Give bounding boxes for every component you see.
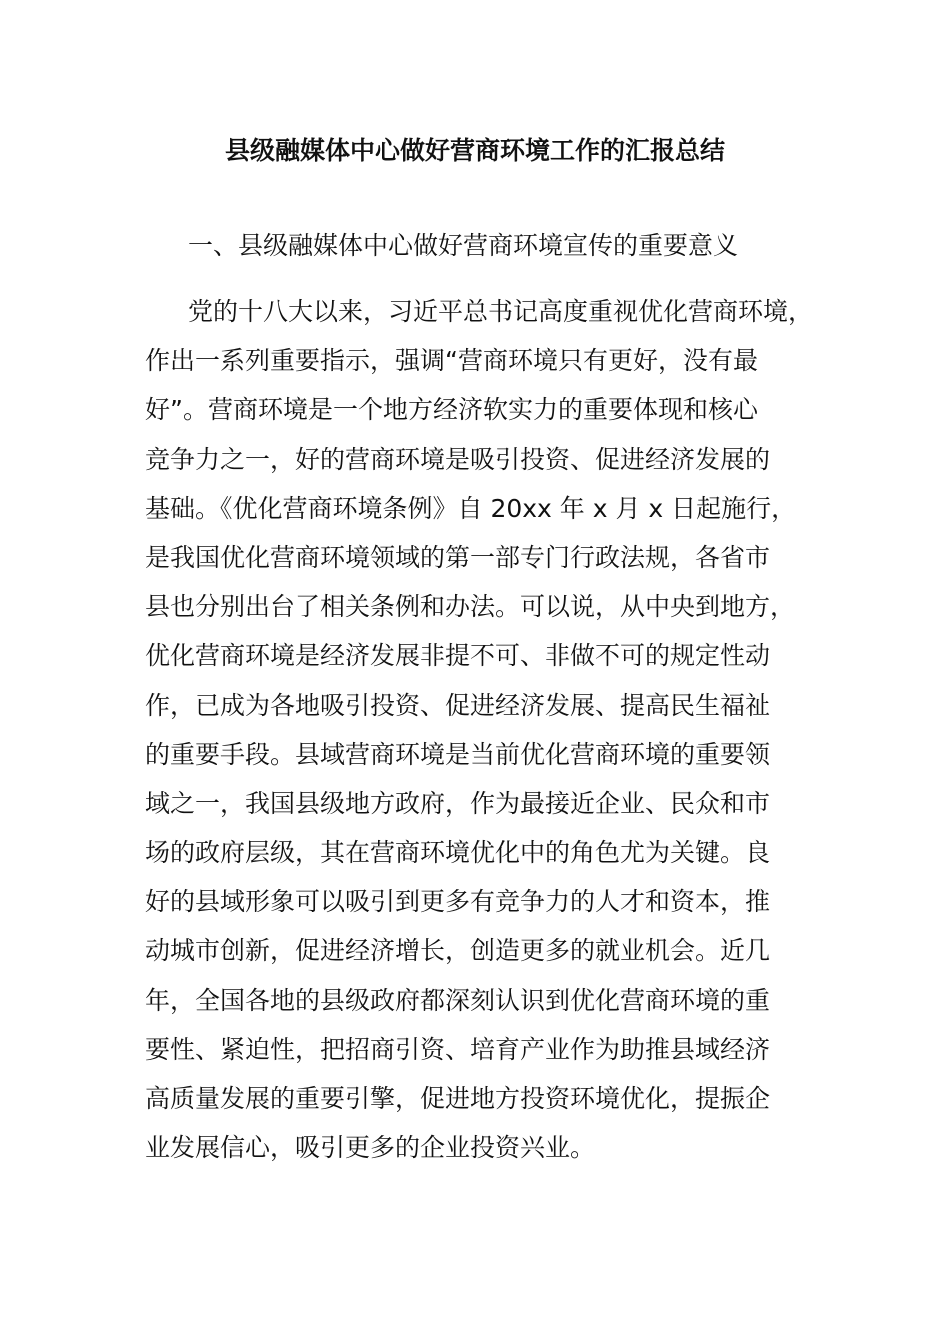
paragraph-line: 作，已成为各地吸引投资、促进经济发展、提高民生福祉	[145, 690, 771, 720]
paragraph-line: 是我国优化营商环境领域的第一部专门行政法规，各省市	[145, 542, 771, 572]
paragraph-line: 域之一，我国县级地方政府，作为最接近企业、民众和市	[145, 788, 771, 818]
paragraph-line: 竞争力之一，好的营商环境是吸引投资、促进经济发展的	[145, 444, 771, 474]
paragraph-line: 作出一系列重要指示，强调“营商环境只有更好，没有最	[145, 346, 758, 376]
paragraph-line: 动城市创新，促进经济增长，创造更多的就业机会。近几	[145, 936, 771, 966]
document-title: 县级融媒体中心做好营商环境工作的汇报总结	[224, 136, 725, 165]
paragraph-line: 基础。《优化营商环境条例》自 20xx 年 x 月 x 日起施行，	[145, 493, 797, 523]
paragraph-line: 优化营商环境是经济发展非提不可、非做不可的规定性动	[145, 641, 771, 671]
body-paragraph	[145, 294, 825, 1179]
paragraph-line: 好”。营商环境是一个地方经济软实力的重要体现和核心	[145, 395, 758, 425]
paragraph-line: 党的十八大以来，习近平总书记高度重视优化营商环境，	[188, 297, 814, 326]
paragraph-line: 好的县域形象可以吸引到更多有竞争力的人才和资本，推	[145, 887, 771, 917]
section-heading: 一、县级融媒体中心做好营商环境宣传的重要意义	[188, 231, 739, 260]
paragraph-line: 年，全国各地的县级政府都深刻认识到优化营商环境的重	[145, 985, 771, 1015]
paragraph-line: 高质量发展的重要引擎，促进地方投资环境优化，提振企	[145, 1084, 771, 1113]
paragraph-line: 要性、紧迫性，把招商引资、培育产业作为助推县域经济	[145, 1034, 771, 1064]
paragraph-line: 县也分别出台了相关条例和办法。可以说，从中央到地方，	[145, 592, 796, 622]
paragraph-line: 业发展信心，吸引更多的企业投资兴业。	[145, 1133, 596, 1163]
paragraph-line: 的重要手段。县域营商环境是当前优化营商环境的重要领	[145, 739, 771, 769]
paragraph-line: 场的政府层级，其在营商环境优化中的角色尤为关键。良	[145, 838, 771, 868]
